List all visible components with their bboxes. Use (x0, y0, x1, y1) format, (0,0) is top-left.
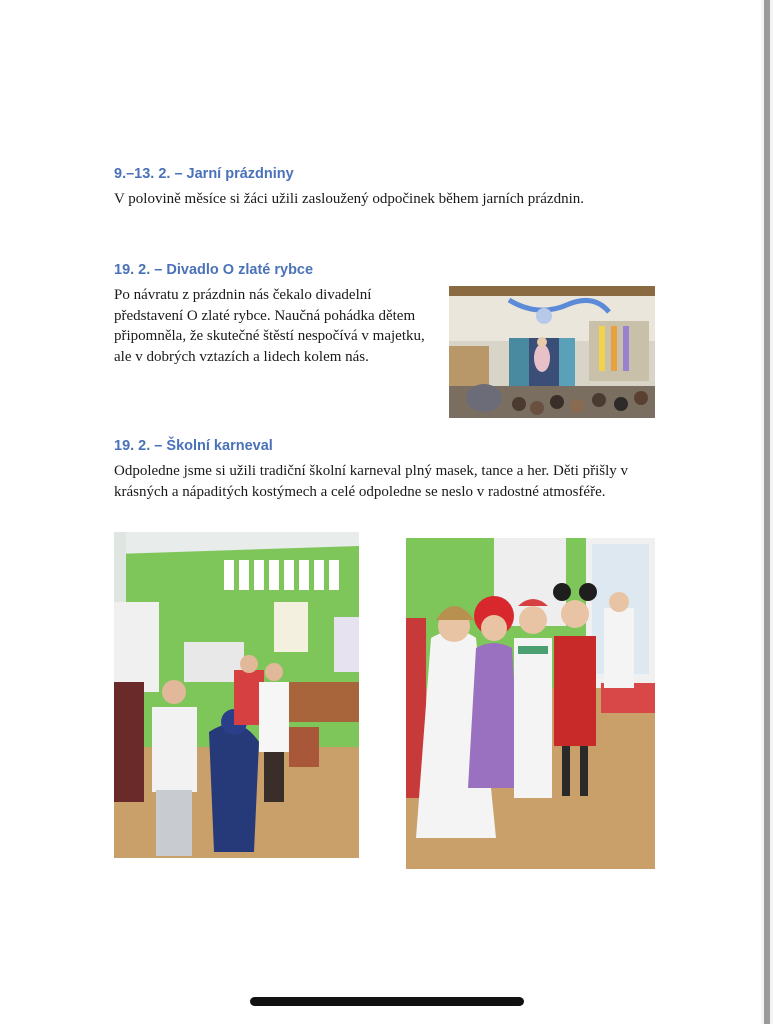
carnival-photo-girls (406, 538, 655, 869)
carnival-photo-classroom (114, 532, 359, 858)
section-heading-karneval: 19. 2. – Školní karneval (114, 438, 273, 454)
section-text-divadlo: Po návratu z prázdnin nás čekalo divadelní představení O zlaté rybce. Naučná pohádka dětem připomněla, že skutečné štěstí nespočívá v majetku, ale v dobrých vztazích a lidech kolem nás. (114, 287, 425, 365)
home-indicator[interactable] (250, 997, 524, 1006)
theater-photo (449, 286, 655, 418)
section-text-karneval: Odpoledne jsme si užili tradiční školní karneval plný masek, tance a her. Děti přišly v krásných a nápaditých kostýmech a celé odpoledne se neslo v radostné atmosféře. (114, 463, 629, 500)
section-text-jarni-prazdniny: V polovině měsíce si žáci užili zasloužený odpočinek během jarních prázdnin. (114, 191, 584, 207)
section-heading-jarni-prazdniny: 9.–13. 2. – Jarní prázdniny (114, 166, 294, 182)
scrollbar-track[interactable] (761, 0, 773, 1024)
section-heading-divadlo: 19. 2. – Divadlo O zlaté rybce (114, 262, 314, 278)
scrollbar-thumb[interactable] (764, 0, 770, 1024)
